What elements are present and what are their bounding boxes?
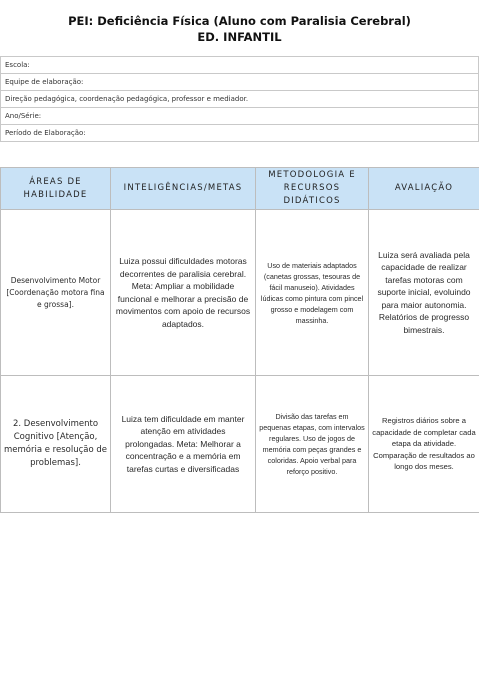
document-subtitle: ED. INFANTIL [197,30,282,44]
table-row [1,210,479,376]
cell-area: Desenvolvimento Motor [Coordenação motora fina e grossa]. [1,210,111,376]
cell-avaliacao: Luiza será avaliada pela capacidade de realizar tarefas motoras com suporte inicial, evoluindo para maior autonomia. Relatórios de progresso bimestrais. [369,210,479,376]
info-table [0,56,479,142]
header-metodologia: METODOLOGIA E RECURSOS DIDÁTICOS [256,168,369,210]
info-equipe: Equipe de elaboração: [1,74,479,91]
cell-metas: Luiza possui dificuldades motoras decorrentes de paralisia cerebral. Meta: Ampliar a mobilidade funcional e melhorar a precisão de movimentos com apoio de recursos adaptados. [111,210,256,376]
cell-area: 2. Desenvolvimento Cognitivo [Atenção, memória e resolução de problemas]. [1,376,111,513]
cell-metodologia: Divisão das tarefas em pequenas etapas, com intervalos regulares. Uso de jogos de memória com peças grandes e coloridas. Apoio verbal para reforço positivo. [256,376,369,513]
info-periodo: Período de Elaboração: [1,125,479,142]
info-direcao: Direção pedagógica, coordenação pedagógica, professor e mediador. [1,91,479,108]
table-row [1,376,479,513]
info-escola: Escola: [1,57,479,74]
info-ano-serie: Ano/Série: [1,108,479,125]
pei-table [0,167,479,513]
document-title: PEI: Deficiência Física (Aluno com Paralisia Cerebral) [68,14,411,28]
header-avaliacao: AVALIAÇÃO [369,168,479,210]
table-header-row [1,168,479,210]
cell-metas: Luiza tem dificuldade em manter atenção em atividades prolongadas. Meta: Melhorar a concentração e a memória em tarefas curtas e diversificadas [111,376,256,513]
cell-avaliacao: Registros diários sobre a capacidade de completar cada etapa da atividade. Comparação de resultados ao longo dos meses. [369,376,479,513]
header-areas: ÁREAS DE HABILIDADE [1,168,111,210]
cell-metodologia: Uso de materiais adaptados (canetas grossas, tesouras de fácil manuseio). Atividades lúdicas como pintura com pincel grosso e modelagem com massinha. [256,210,369,376]
header-metas: INTELIGÊNCIAS/METAS [111,168,256,210]
